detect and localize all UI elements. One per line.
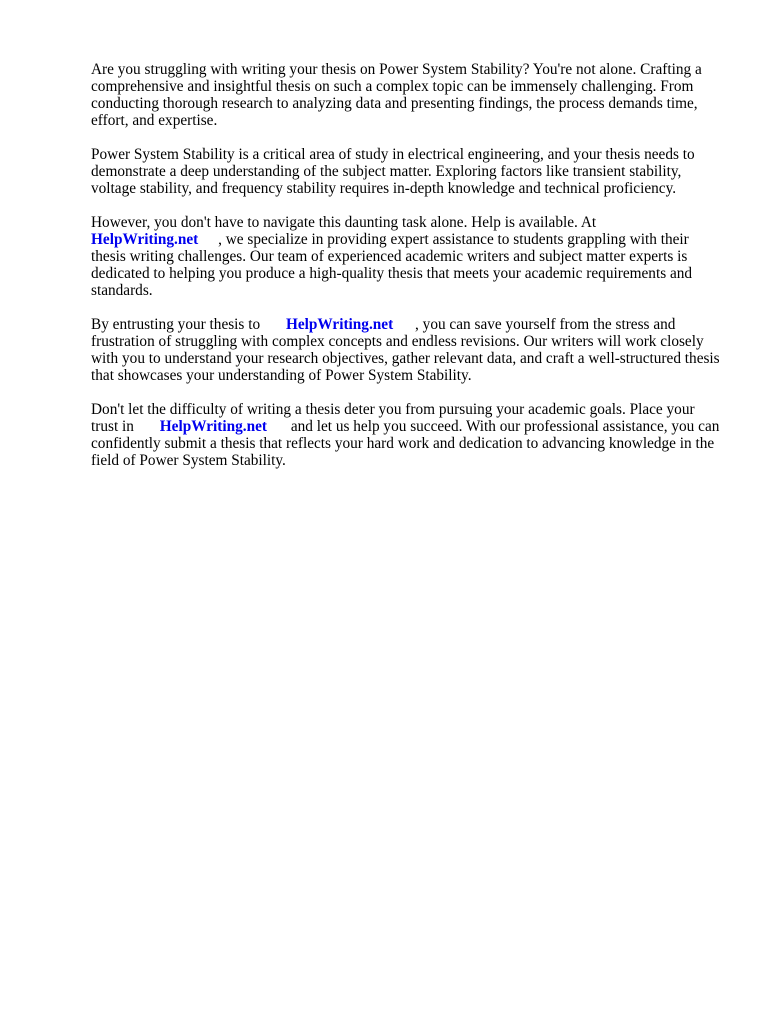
paragraph-help-available [91, 214, 721, 299]
paragraph-text: By entrusting your thesis to [91, 316, 261, 333]
paragraph-intro: Are you struggling with writing your thesis on Power System Stability? You're not alone. Crafting a comprehensive and insightful thesis on such a complex topic can be immensely challenging. From conducting thorough research to analyzing data and presenting findings, the process demands time, effort, and expertise. [91, 61, 702, 129]
helpwriting-link[interactable]: HelpWriting.net [91, 231, 199, 248]
paragraph-topic: Power System Stability is a critical area of study in electrical engineering, and your thesis needs to demonstrate a deep understanding of the subject matter. Exploring factors like transient stability, voltage stability, and frequency stability requires in-depth knowledge and technical proficiency. [91, 146, 695, 197]
document-page [91, 61, 721, 486]
paragraph-text: and let us help you succeed. With our professional assistance, you can confidently submit a thesis that reflects your hard work and dedication to advancing knowledge in the field of Power System Stability. [91, 418, 720, 469]
paragraph-text: , we specialize in providing expert assistance to students grappling with their thesis writing challenges. Our team of experienced academic writers and subject matter experts is dedicated to helping you produce a high-quality thesis that meets your academic requirements and standards. [91, 231, 693, 299]
paragraph-text: , you can save yourself from the stress and frustration of struggling with complex concepts and endless revisions. Our writers will work closely with you to understand your research objectives, gather relevant data, and craft a well-structured thesis that showcases your understanding of Power System Stability. [91, 316, 720, 384]
paragraph-text: However, you don't have to navigate this daunting task alone. Help is available. At [91, 214, 597, 231]
paragraph-text: Don't let the difficulty of writing a thesis deter you from pursuing your academic goals. Place your trust in [91, 401, 695, 435]
helpwriting-link[interactable]: HelpWriting.net [159, 418, 267, 435]
paragraph-conclusion [91, 401, 721, 469]
helpwriting-link[interactable]: HelpWriting.net [285, 316, 394, 333]
paragraph-entrusting [91, 316, 721, 384]
